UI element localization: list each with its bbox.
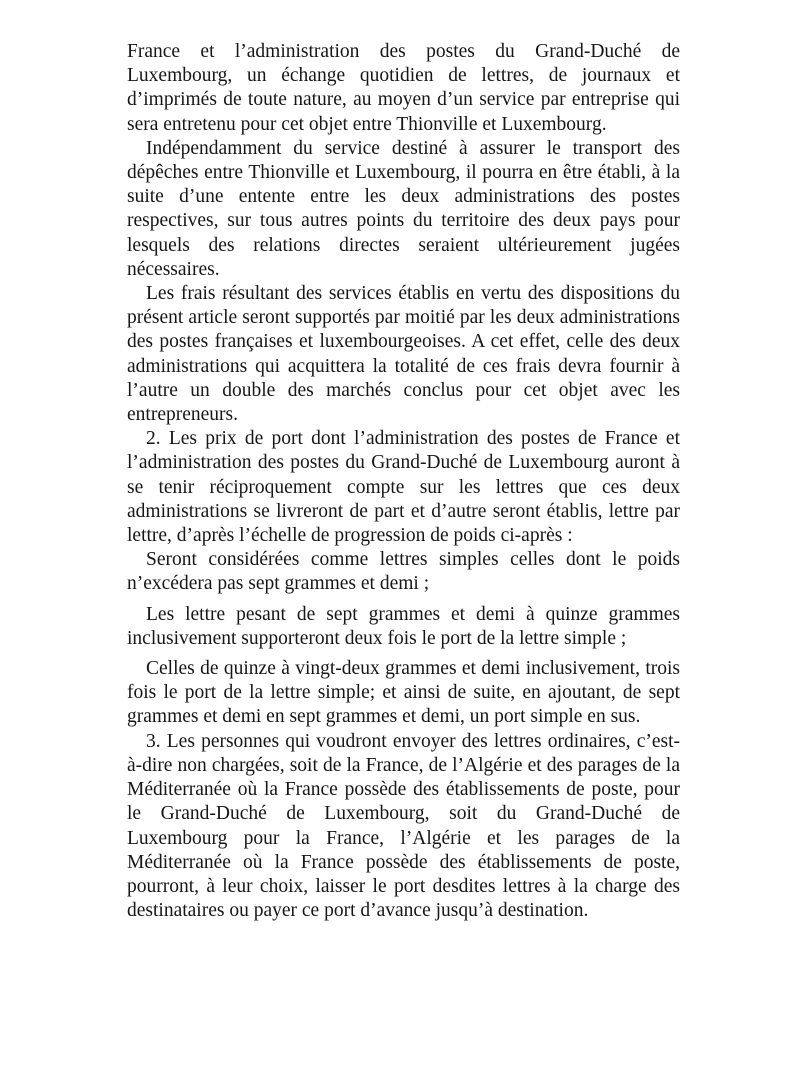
paragraph-simple-letters: Seront considérées comme lettres simples celles dont le poids n’excédera pas sept grammes et demi ; <box>127 549 680 595</box>
paragraph-continued-article: France et l’administration des postes du Grand-Duché de Luxembourg, un échange quotidien de lettres, de journaux et d’imprimés de toute nature, au moyen d’un service par entreprise qui sera entretenu pour cet objet entre Thionville et Luxembourg. <box>127 41 680 135</box>
paragraph-triple-port: Celles de quinze à vingt-deux grammes et demi inclusivement, trois fois le port de la lettre simple; et ainsi de suite, en ajoutant, de sept grammes et demi en sept grammes et demi, un port simple en sus. <box>127 658 680 728</box>
paragraph-double-port: Les lettre pesant de sept grammes et demi à quinze grammes inclusivement supporteront deux fois le port de la lettre simple ; <box>127 603 680 649</box>
paragraph-additional-services: Indépendamment du service destiné à assurer le transport des dépêches entre Thionville et Luxembourg, il pourra en être établi, à la suite d’une entente entre les deux administrations des postes respectives, sur tous autres points du territoire des deux pays pour lesquels des relations directes seraient ultérieurement jugées nécessaires. <box>127 137 680 280</box>
body-text <box>127 40 680 923</box>
paragraph-article-2: 2. Les prix de port dont l’administration des postes de France et l’administration des postes du Grand-Duché de Luxembourg auront à se tenir réciproquement compte sur les lettres que ces deux administrations se livreront de part et d’autre seront établis, lettre par lettre, d’après l’échelle de progression de poids ci-après : <box>127 428 680 547</box>
paragraph-article-3: 3. Les personnes qui voudront envoyer des lettres ordinaires, c’est-à-dire non chargées, soit de la France, de l’Algérie et des parages de la Méditerranée où la France possède des établissements de poste, pour le Grand-Duché de Luxembourg, soit du Grand-Duché de Luxembourg pour la France, l’Algérie et les parages de la Méditerranée où la France possède des établissements de poste, pourront, à leur choix, laisser le port desdites lettres à la charge des destinataires ou payer ce port d’avance jusqu’à destination. <box>127 730 680 922</box>
paragraph-costs: Les frais résultant des services établis en vertu des dispositions du présent article seront supportés par moitié par les deux administrations des postes françaises et luxembourgeoises. A cet effet, celle des deux administrations qui acquittera la totalité de ces frais devra fournir à l’autre un double des marchés conclus pour cet objet avec les entrepreneurs. <box>127 283 680 426</box>
